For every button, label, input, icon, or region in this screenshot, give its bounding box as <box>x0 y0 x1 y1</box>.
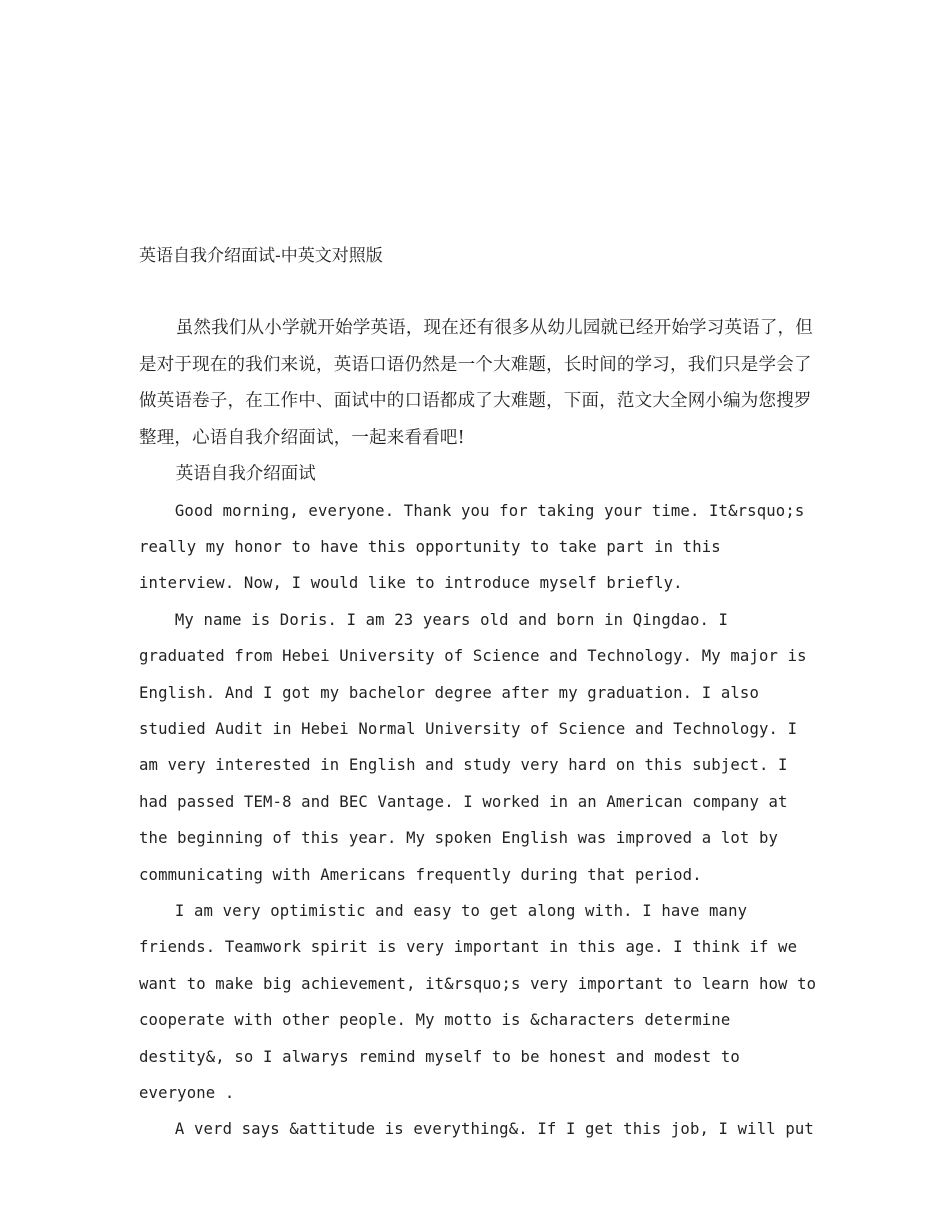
section-heading: 英语自我介绍面试 <box>175 464 316 484</box>
intro-paragraph: 虽然我们从小学就开始学英语，现在还有很多从幼儿园就已经开始学习英语了，但是对于现在的我们来说，英语口语仍然是一个大难题，长时间的学习，我们只是学会了做英语卷子，在工作中、面试中的口语都成了大难题，下面，范文大全网小编为您搜罗整理，心语自我介绍面试，一起来看看吧! <box>139 318 813 448</box>
personality-paragraph: I am very optimistic and easy to get along with. I have many friends. Teamwork spirit is very important in this age. I think if we want to make big achievement, it&rsquo;s very important to learn how to cooperate with other people. My motto is &characters determine destity&, so I alwarys remind myself to be honest and modest to everyone . <box>139 901 817 1102</box>
background-paragraph: My name is Doris. I am 23 years old and born in Qingdao. I graduated from Hebei University of Science and Technology. My major is English. And I got my bachelor degree after my graduation. I also studied Audit in Hebei Normal University of Science and Technology. I am very interested in English and study very hard on this subject. I had passed TEM-8 and BEC Vantage. I worked in an American company at the beginning of this year. My spoken English was improved a lot by communicating with Americans frequently during that period. <box>139 610 807 884</box>
attitude-paragraph: A verd says &attitude is everything&. If I get this job, I will put <box>174 1120 814 1139</box>
document-body <box>139 240 819 1148</box>
greeting-paragraph: Good morning, everyone. Thank you for taking your time. It&rsquo;s really my honor to have this opportunity to take part in this interview. Now, I would like to introduce myself briefly. <box>139 501 805 593</box>
document-title: 英语自我介绍面试-中英文对照版 <box>139 246 383 266</box>
